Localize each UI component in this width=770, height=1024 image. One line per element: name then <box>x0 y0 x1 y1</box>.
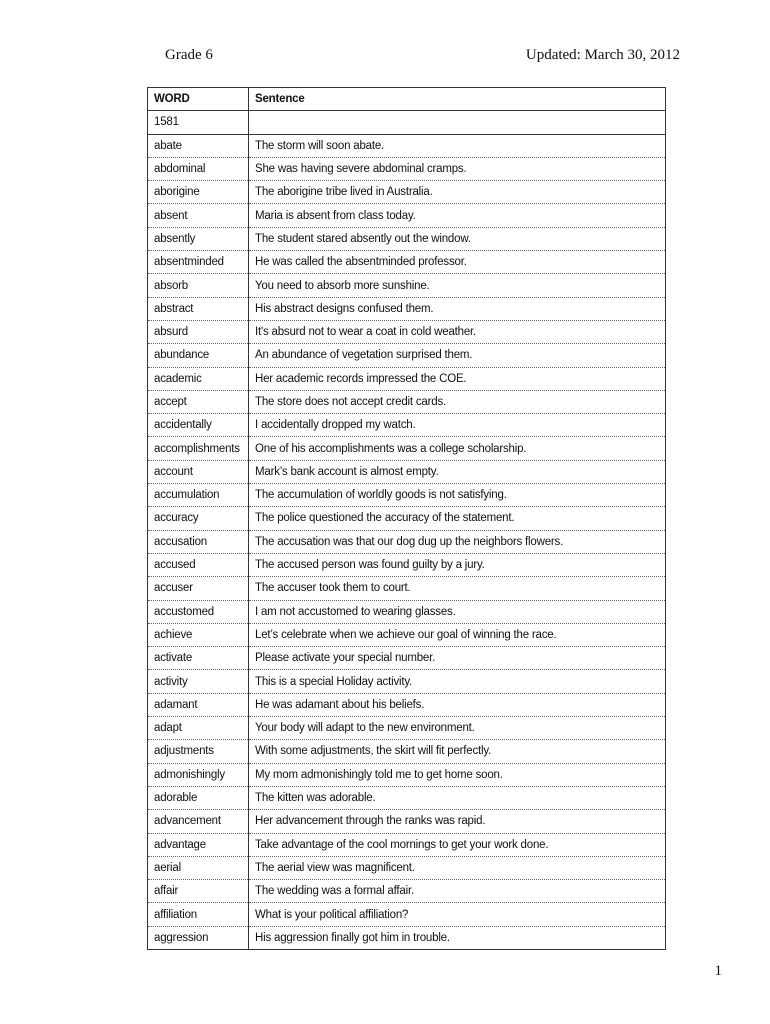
word-cell: accidentally <box>148 414 249 437</box>
word-cell: academic <box>148 367 249 390</box>
table-row <box>148 297 666 320</box>
sentence-cell: Maria is absent from class today. <box>249 204 666 227</box>
table-row <box>148 181 666 204</box>
table-row <box>148 903 666 926</box>
sentence-cell: An abundance of vegetation surprised them. <box>249 344 666 367</box>
sentence-cell: You need to absorb more sunshine. <box>249 274 666 297</box>
sentence-cell: The store does not accept credit cards. <box>249 390 666 413</box>
sentence-cell: Your body will adapt to the new environment. <box>249 717 666 740</box>
table-row <box>148 227 666 250</box>
word-cell: adapt <box>148 717 249 740</box>
sentence-cell: Let’s celebrate when we achieve our goal of winning the race. <box>249 623 666 646</box>
word-cell: abate <box>148 134 249 157</box>
word-cell: aborigine <box>148 181 249 204</box>
table-row <box>148 484 666 507</box>
table-row <box>148 507 666 530</box>
table-row <box>148 274 666 297</box>
sentence-cell: Mark’s bank account is almost empty. <box>249 460 666 483</box>
table-row <box>148 647 666 670</box>
table-row <box>148 717 666 740</box>
table-row <box>148 670 666 693</box>
sentence-cell: This is a special Holiday activity. <box>249 670 666 693</box>
table-row <box>148 577 666 600</box>
sentence-cell: The aborigine tribe lived in Australia. <box>249 181 666 204</box>
sentence-cell: He was adamant about his beliefs. <box>249 693 666 716</box>
word-cell: activity <box>148 670 249 693</box>
table-row <box>148 600 666 623</box>
table-row <box>148 740 666 763</box>
word-cell: absurd <box>148 320 249 343</box>
table-row <box>148 856 666 879</box>
word-cell: accustomed <box>148 600 249 623</box>
sentence-cell: The kitten was adorable. <box>249 786 666 809</box>
sentence-cell: The accuser took them to court. <box>249 577 666 600</box>
sentence-cell: Her advancement through the ranks was rapid. <box>249 810 666 833</box>
sentence-cell: I accidentally dropped my watch. <box>249 414 666 437</box>
sentence-cell: The accused person was found guilty by a jury. <box>249 553 666 576</box>
table-row <box>148 786 666 809</box>
word-cell: advancement <box>148 810 249 833</box>
sentence-cell: She was having severe abdominal cramps. <box>249 157 666 180</box>
sentence-cell: The police questioned the accuracy of the statement. <box>249 507 666 530</box>
updated-date: Updated: March 30, 2012 <box>525 47 680 63</box>
sentence-cell: One of his accomplishments was a college scholarship. <box>249 437 666 460</box>
table-row <box>148 251 666 274</box>
word-cell: achieve <box>148 623 249 646</box>
table-row <box>148 157 666 180</box>
word-cell: advantage <box>148 833 249 856</box>
column-header-sentence: Sentence <box>249 88 666 111</box>
sentence-cell: Her academic records impressed the COE. <box>249 367 666 390</box>
table-row <box>148 553 666 576</box>
table-row <box>148 833 666 856</box>
table-row <box>148 367 666 390</box>
word-cell: abdominal <box>148 157 249 180</box>
table-row <box>148 320 666 343</box>
word-cell: account <box>148 460 249 483</box>
table-row <box>148 437 666 460</box>
table-row <box>148 763 666 786</box>
sentence-cell: What is your political affiliation? <box>249 903 666 926</box>
sentence-cell: Please activate your special number. <box>249 647 666 670</box>
table-row <box>148 810 666 833</box>
sentence-cell: The aerial view was magnificent. <box>249 856 666 879</box>
sentence-cell: With some adjustments, the skirt will fit perfectly. <box>249 740 666 763</box>
table-row <box>148 926 666 949</box>
sentence-cell: He was called the absentminded professor. <box>249 251 666 274</box>
word-cell: accuracy <box>148 507 249 530</box>
word-cell: aggression <box>148 926 249 949</box>
table-row <box>148 204 666 227</box>
word-cell: adjustments <box>148 740 249 763</box>
table-row <box>148 390 666 413</box>
table-row <box>148 460 666 483</box>
table-row <box>148 530 666 553</box>
word-cell: affair <box>148 880 249 903</box>
word-cell: abstract <box>148 297 249 320</box>
sentence-cell: The accumulation of worldly goods is not satisfying. <box>249 484 666 507</box>
word-cell: accusation <box>148 530 249 553</box>
table-row <box>148 693 666 716</box>
sentence-cell: The storm will soon abate. <box>249 134 666 157</box>
word-cell: accuser <box>148 577 249 600</box>
word-cell: adamant <box>148 693 249 716</box>
word-cell: affiliation <box>148 903 249 926</box>
word-cell: accumulation <box>148 484 249 507</box>
sentence-cell: The accusation was that our dog dug up the neighbors flowers. <box>249 530 666 553</box>
table-row-count <box>148 111 666 134</box>
sentence-cell: It's absurd not to wear a coat in cold weather. <box>249 320 666 343</box>
table-header-row <box>148 88 666 111</box>
sentence-cell: His aggression finally got him in trouble. <box>255 931 450 944</box>
word-cell: adorable <box>148 786 249 809</box>
sentence-cell: Take advantage of the cool mornings to get your work done. <box>249 833 666 856</box>
word-cell: accept <box>148 390 249 413</box>
word-cell: 1581 <box>148 111 249 134</box>
page-number: 1 <box>714 963 722 979</box>
word-cell: aerial <box>148 856 249 879</box>
sentence-cell: I am not accustomed to wearing glasses. <box>249 600 666 623</box>
sentence-cell: The wedding was a formal affair. <box>249 880 666 903</box>
word-cell: accused <box>148 553 249 576</box>
table-row <box>148 880 666 903</box>
table-row <box>148 414 666 437</box>
word-cell: absorb <box>148 274 249 297</box>
sentence-cell <box>249 111 666 134</box>
table-row <box>148 134 666 157</box>
word-cell: absentminded <box>148 251 249 274</box>
word-cell: abundance <box>148 344 249 367</box>
sentence-cell: His abstract designs confused them. <box>249 297 666 320</box>
word-cell: activate <box>148 647 249 670</box>
word-cell: absently <box>148 227 249 250</box>
table-row <box>148 344 666 367</box>
vocabulary-table <box>147 87 666 950</box>
column-header-word: WORD <box>148 88 249 111</box>
grade-label: Grade 6 <box>165 47 213 63</box>
word-cell: admonishingly <box>148 763 249 786</box>
word-cell: accomplishments <box>148 437 249 460</box>
sentence-cell: The student stared absently out the window. <box>249 227 666 250</box>
word-cell: absent <box>148 204 249 227</box>
table-row <box>148 623 666 646</box>
sentence-cell: My mom admonishingly told me to get home soon. <box>249 763 666 786</box>
